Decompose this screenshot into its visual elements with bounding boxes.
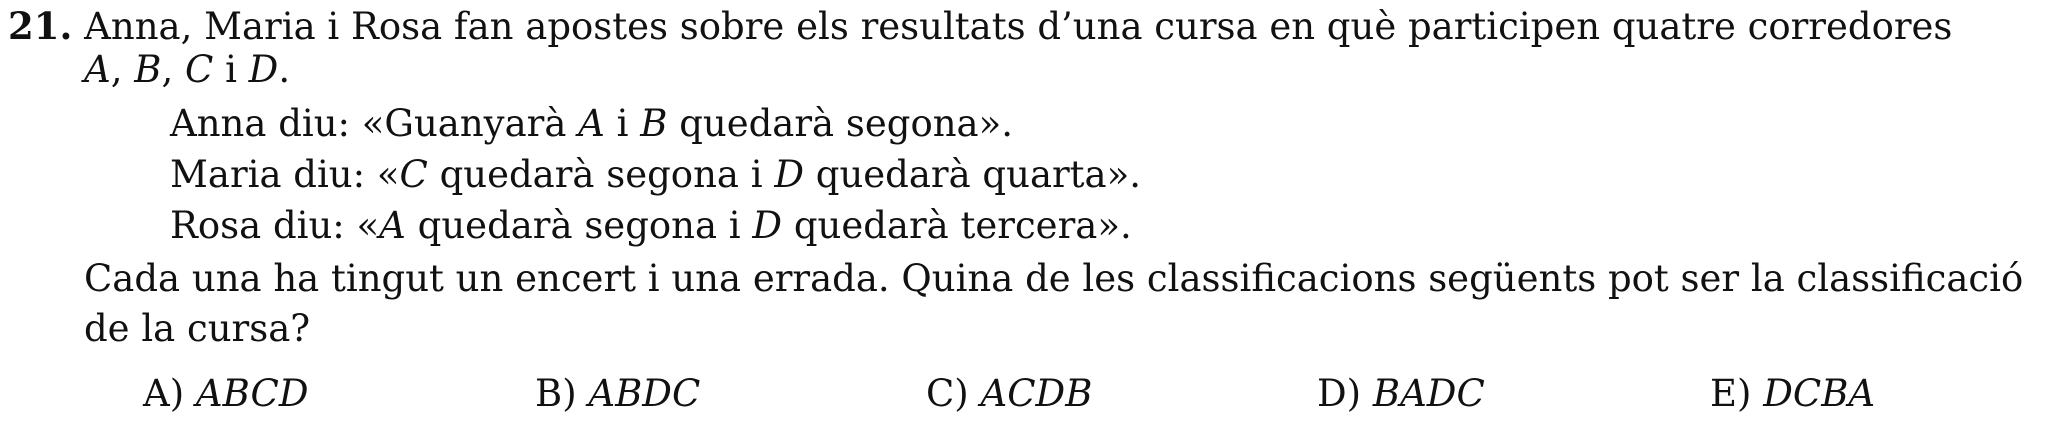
statement-anna-mid: i	[604, 102, 641, 145]
statement-rosa-var-1: A	[379, 204, 406, 247]
option-c-value: ACDB	[980, 372, 1093, 415]
option-e-value: DCBA	[1763, 372, 1876, 415]
statement-maria-end: quedarà quarta».	[804, 153, 1142, 196]
statement-maria-var-1: C	[399, 153, 428, 196]
statement-maria-var-2: D	[774, 153, 804, 196]
option-d-letter: D)	[1317, 372, 1362, 415]
statement-rosa-end: quedarà tercera».	[782, 204, 1132, 247]
statement-rosa	[170, 204, 1132, 248]
and-word: i	[213, 48, 249, 91]
runner-a: A	[84, 48, 111, 91]
problem-number: 21.	[8, 4, 73, 48]
option-b[interactable]	[535, 372, 700, 416]
question-line-1: Cada una ha tingut un encert i una errada. Quina de les classificacions següents pot ser la classificació	[84, 257, 2024, 300]
option-a[interactable]	[143, 372, 309, 416]
option-d-value: BADC	[1372, 372, 1485, 415]
option-b-value: ABDC	[588, 372, 701, 415]
option-b-letter: B)	[535, 372, 577, 415]
statement-maria	[170, 153, 1141, 197]
option-e[interactable]	[1710, 372, 1875, 416]
runner-d: D	[248, 48, 279, 91]
statement-anna	[170, 102, 1013, 146]
statement-rosa-speaker: Rosa diu: «	[170, 204, 380, 247]
runner-b: B	[134, 48, 162, 91]
statement-anna-speaker: Anna diu: «Guanyarà	[170, 102, 579, 145]
option-a-value: ABCD	[195, 372, 309, 415]
statement-rosa-mid: quedarà segona i	[405, 204, 753, 247]
option-a-letter: A)	[143, 372, 185, 415]
option-e-letter: E)	[1710, 372, 1752, 415]
problem-intro-line-1	[8, 4, 1952, 49]
statement-anna-end: quedarà segona».	[667, 102, 1014, 145]
option-c-letter: C)	[926, 372, 969, 415]
comma-2: ,	[161, 48, 185, 91]
statement-rosa-var-2: D	[752, 204, 783, 247]
statement-anna-var-1: A	[578, 102, 605, 145]
problem-intro-line-2	[84, 48, 290, 92]
statement-maria-mid: quedarà segona i	[427, 153, 775, 196]
statement-anna-var-2: B	[640, 102, 668, 145]
period: .	[278, 48, 291, 91]
problem-intro-text: Anna, Maria i Rosa fan apostes sobre els resultats d’una cursa en què participen quatre corredores	[84, 5, 1953, 48]
comma-1: ,	[110, 48, 135, 91]
option-c[interactable]	[926, 372, 1092, 416]
statement-maria-speaker: Maria diu: «	[170, 153, 400, 196]
option-d[interactable]	[1317, 372, 1485, 416]
question-line-2: de la cursa?	[84, 307, 311, 350]
runner-c: C	[185, 48, 214, 91]
